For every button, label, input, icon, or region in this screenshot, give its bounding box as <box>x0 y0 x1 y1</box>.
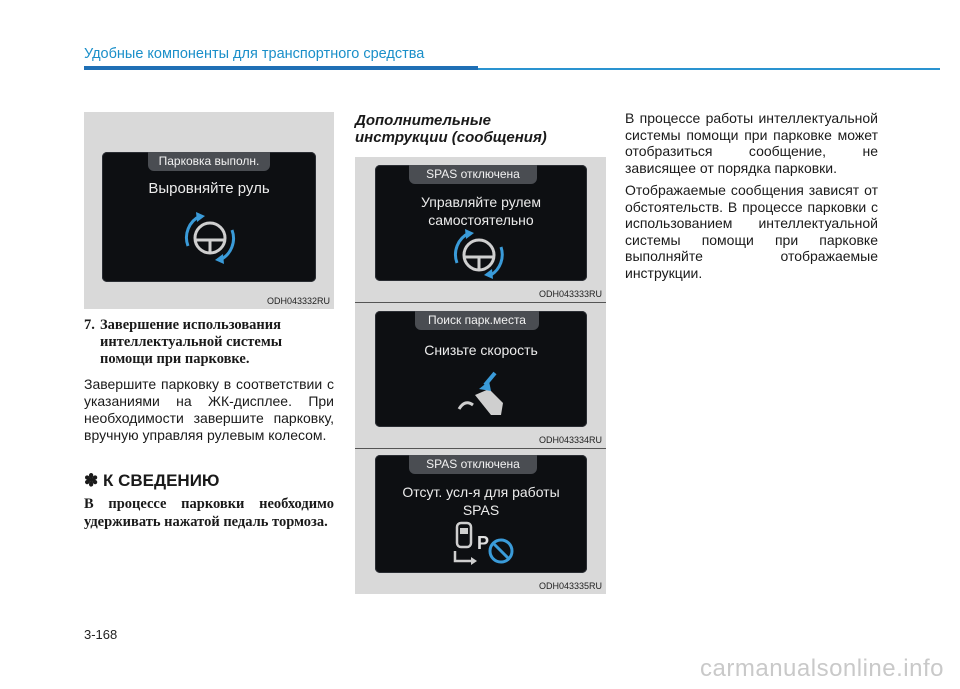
display-tab: Парковка выполн. <box>148 152 270 171</box>
step-heading-line: Завершение использования <box>100 317 281 333</box>
figure-reduce-speed <box>355 303 606 448</box>
figure-code: ODH043334RU <box>538 435 602 445</box>
paragraph: Отображаемые сообщения зависят от обстоятельств. В процессе парковки с использованием интеллектуальной системы помощи при парковке выполняйте отображаемые инструкции. <box>625 182 878 281</box>
figure-code: ODH043335RU <box>538 581 602 591</box>
note-block <box>84 471 334 531</box>
header-rule-light <box>478 68 940 70</box>
page-number: 3-168 <box>84 627 118 642</box>
display-tab: Поиск парк.места <box>415 311 539 330</box>
subheading-line: Дополнительные <box>355 112 491 129</box>
display-message: Отсут. усл-я для работы <box>402 484 560 500</box>
note-heading <box>84 471 334 491</box>
brake-pedal-icon <box>455 369 511 421</box>
display-message: Управляйте рулем <box>421 194 541 210</box>
steering-wheel-rotate-icon <box>447 227 511 279</box>
note-text: В процессе парковки необходимо удерживать нажатой педаль тормоза. <box>84 496 334 530</box>
figure-code: ODH043332RU <box>266 296 330 306</box>
paragraph: В процессе работы интеллектуальной системы помощи при парковке может отобразиться сообщение, не зависящее от порядка парковки. <box>625 110 878 176</box>
display-message: самостоятельно <box>428 212 534 228</box>
display-tab: SPAS отключена <box>409 455 537 474</box>
section-title: Удобные компоненты для транспортного средства <box>84 46 425 62</box>
watermark: carmanualsonline.info <box>700 655 944 682</box>
svg-text:P: P <box>477 533 490 553</box>
steering-wheel-rotate-icon <box>178 210 242 266</box>
display-screen <box>375 455 587 573</box>
subheading-line: инструкции (сообщения) <box>355 129 547 146</box>
figure-spas-unavailable <box>355 449 606 594</box>
display-message: SPAS <box>462 502 500 518</box>
note-symbol-icon: ✽ <box>84 471 99 490</box>
header-rule-dark <box>84 66 478 70</box>
step-7-text: Завершите парковку в соответствии с указаниями на ЖК-дисплее. При необходимости завершите парковку, вручную управляя рулевым колесом. <box>84 376 334 443</box>
figure-parking-complete <box>84 112 334 309</box>
display-message: Снизьте скорость <box>424 342 538 358</box>
note-title: К СВЕДЕНИЮ <box>102 471 220 490</box>
step-7-heading <box>84 317 334 368</box>
display-screen <box>102 152 316 282</box>
subheading <box>355 112 605 146</box>
display-tab: SPAS отключена <box>409 165 537 184</box>
step-7-block <box>84 317 334 444</box>
right-column-text <box>625 110 878 287</box>
step-heading-line: интеллектуальной системы <box>100 334 283 350</box>
step-heading-line: помощи при парковке. <box>100 351 250 367</box>
display-message: Выровняйте руль <box>148 180 270 197</box>
figure-spas-off-steer <box>355 157 606 302</box>
step-number: 7. <box>84 317 95 333</box>
parking-unavailable-icon <box>445 519 521 571</box>
display-screen <box>375 311 587 427</box>
display-screen <box>375 165 587 281</box>
figure-code: ODH043333RU <box>538 289 602 299</box>
